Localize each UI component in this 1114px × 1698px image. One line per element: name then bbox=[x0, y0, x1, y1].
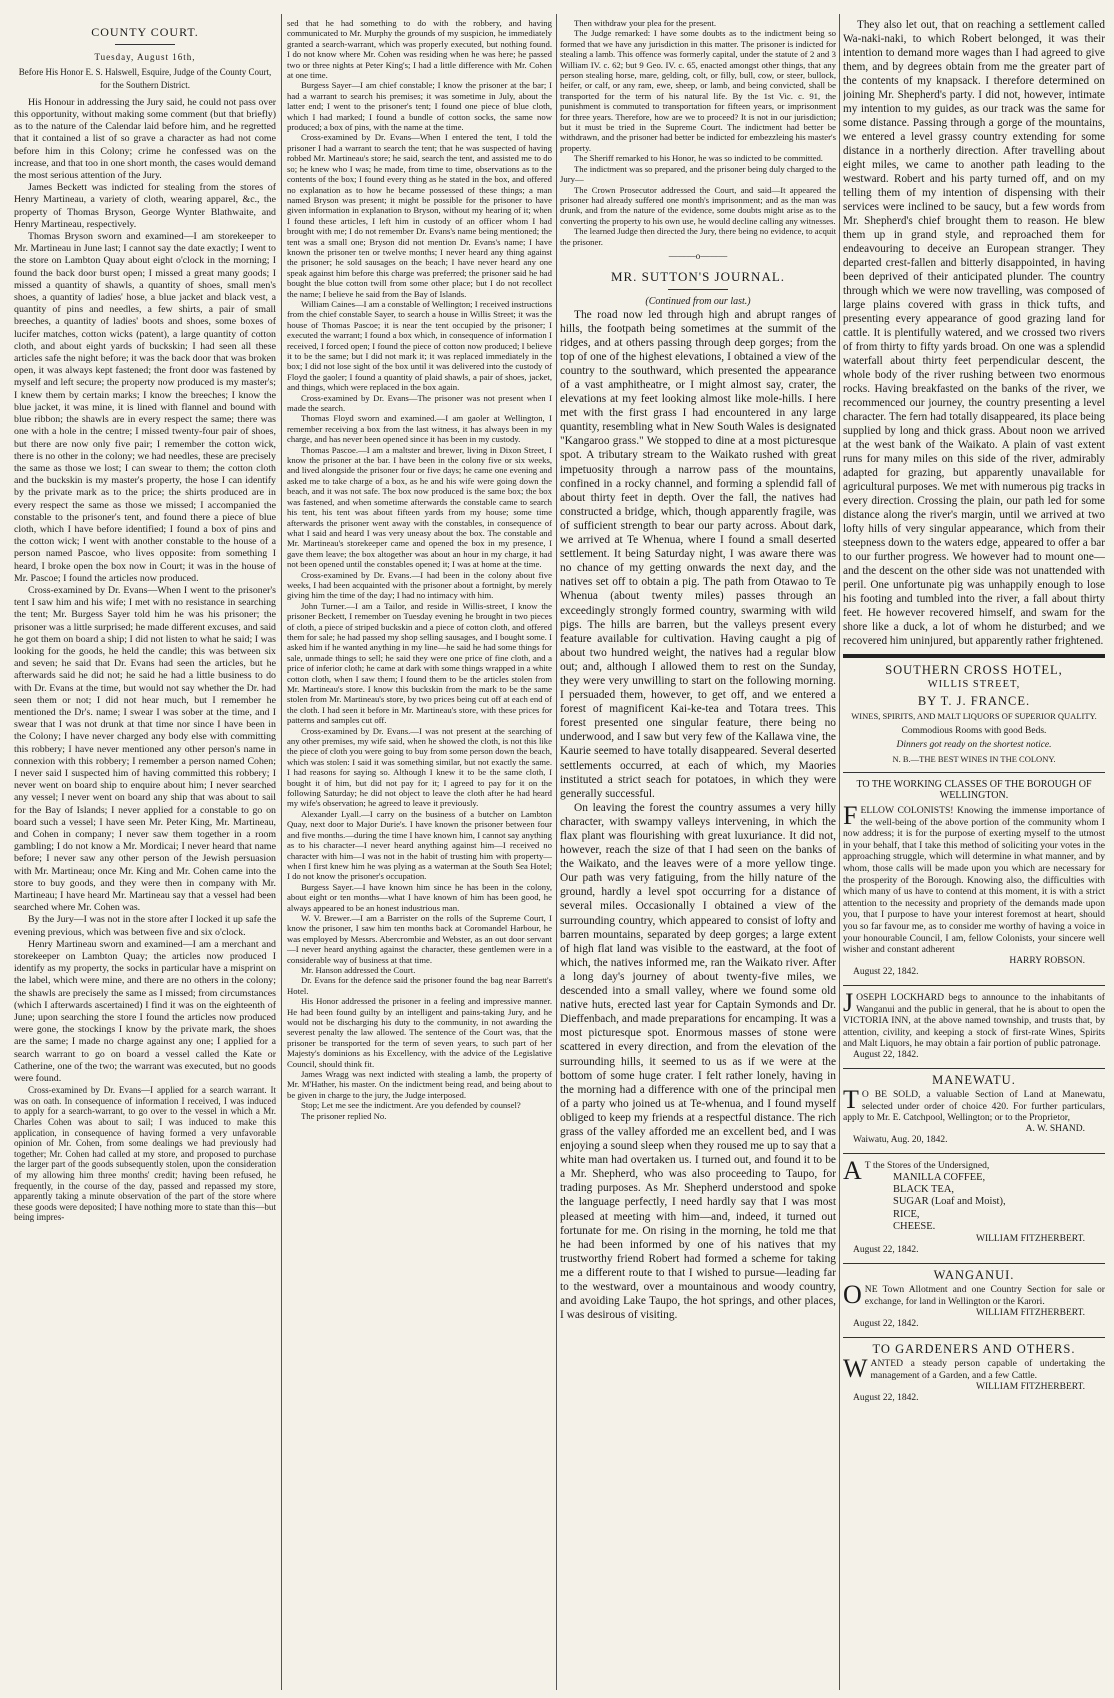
court-continuation bbox=[560, 18, 836, 247]
section-divider: ———o——— bbox=[668, 250, 728, 261]
manewatu-body: O BE SOLD, a valuable Section of Land at Manewatu, selected under order of choice 420. For further particulars, apply to Mr. E. Catchpool, Wellington; or to the Proprietor, bbox=[843, 1089, 1105, 1124]
stores-item: MANILLA COFFEE, bbox=[893, 1171, 986, 1183]
court-paragraph: The Sheriff remarked to his Honor, he was so indicted to be committed. bbox=[574, 153, 823, 164]
court-paragraph: Cross-examined by Dr. Evans—When I went to the prisoner's tent I saw him and his wife; I met with no resistance in searching the tent; Mr. Burgess Sayer told him he was his prisoner; the prisoner was a little surprised; he made different excuses, and said he got them on board a ship; I did not listen to what he said; I was looking for the goods, he held the candle; this was between six and seven; he said that Dr. Evans had seen the articles, but he afterwards said he did not; he said he had a little business to do with Dr. Evans at the time, but would not say whether the Dr. had seen them or not; I did not hear much, but I remember he mentioned the Dr's. name; I swear I was sober at the time, and I swear that I was not drunk at that time nor since I have been in the Colony; I have never charged any body else with committing this robbery; I have never mentioned any other person's name in connexion with this robbery; I remember a person named Cohen; I never said I suspected him of having committed this robbery; I never went on board ship to enquire about him; I never searched any vessel; I never went on board any ship that was about to sail for the Bay of Islands; I never applied for a constable to go on board such a vessel; I have seen Mr. Peter King, Mr. Martineau, and Cohen in company; I never saw them together in a room gambling; I do not know a Mr. Mordicai; I never heard that name before; I never saw any other person of the Jewish persuasion with Mr. Martineau; once Mr. King and Mr. Cohen came into the store to buy goods, and they were then in company with Mr. Martineau; I have heard Mr. Martineau say that a vessel had been searched where Mr. Cohen was. bbox=[14, 584, 276, 914]
ad-rule bbox=[843, 1263, 1105, 1264]
hotel-dinners-line: Dinners got ready on the shortest notice. bbox=[896, 740, 1052, 751]
stores-item: SUGAR (Loaf and Moist), bbox=[893, 1196, 1006, 1208]
journal-subtitle: (Continued from our last.) bbox=[645, 295, 751, 307]
working-classes-date: August 22, 1842. bbox=[853, 967, 919, 978]
hotel-street: WILLIS STREET, bbox=[927, 679, 1021, 691]
working-classes-signature: HARRY ROBSON. bbox=[1009, 955, 1085, 966]
ad-working-classes bbox=[843, 779, 1105, 979]
drop-cap: F bbox=[843, 801, 858, 831]
lockhard-date: August 22, 1842. bbox=[853, 1049, 919, 1060]
court-paragraph: The prisoner replied No. bbox=[301, 1110, 387, 1121]
journal-paragraph: The road now led through high and abrupt ranges of hills, the footpath being sometimes at the summit of the ridges, and at others passing through deep gorges; from the top of one of the highest elevations, I obtained a view of the country to the southward, which presented the appearance of a vast amphitheatre, or I might almost say, crater, the elevations at my feet looking almost like mole-hills. I here met with the first grass I had encountered in any large quantity, resembling what in New South Wales is designated "Kangaroo grass." We stopped to dine at a most picturesque spot. A tributary stream to the Waikato rushed with great impetuosity through a narrow pass of the mountains, confined in a rocky channel, and forming a splendid fall of about thirty feet in depth. Over the fall, the natives had constructed a bridge, which, though apparently fragile, was of sufficient strength to bear our party across. About dark, we arrived at Te Whenua, where I found a small deserted settlement. It being Saturday night, I was aware there was no chance of my getting onwards the next day, and the natives set off to obtain a pig. The path from Otawao to Te Whenua (about twenty miles) passes through an exceedingly strongly formed country, swarming with wild pigs. The hills are barren, but the valleys present every feature available for cultivation. Having caught a pig of about two hundred weight, the natives had a regular blow out; and, although I allowed them to rest on the Sunday, they were very unwilling to start on the following morning. I persuaded them, however, to get off, and we entered a forest of magnificent Kai-ke-tea and Totara trees. This forest presented one singular feature, there being no underwood, and I saw but very few of the Kallawa vine, the Kaurie seemed to have totally disappeared. Several deserted settlements occurred, at each of which, my Maories instituted a strict seach for potatoes, in which they were generally successful. bbox=[560, 308, 836, 800]
hotel-rooms-line: Commodious Rooms with good Beds. bbox=[901, 725, 1047, 736]
hotel-wines-line: WINES, SPIRITS, AND MALT LIQUORS OF SUPERIOR QUALITY. bbox=[851, 711, 1097, 722]
court-paragraph: The learned Judge then directed the Jury, there being no evidence, to acquit the prisoner. bbox=[560, 226, 836, 247]
gardeners-date: August 22, 1842. bbox=[853, 1393, 919, 1404]
journal-paragraph: On leaving the forest the country assumes a very hilly character, with swampy valleys intervening, in which the flax plant was flourishing with great luxuriance. It did not, however, reach the size of that I had seen on the banks of the Waikato, and the leaves were of a more yellow tinge. Our path was very fatiguing, from the hilly nature of the ground, hardly a level spot occurring for a distance of several miles. Occasionally I obtained a view of the surrounding country, which appeared to consist of lofty and barren mountains, separated by deep gorges; a large extent of high flat land was visible to the eastward, at the foot of which, the natives informed me, ran the Waikato river. After a long day's journey of about twenty-five miles, we descended into a small valley, where we found some old native huts, erected last year for Captain Symonds and Dr. Dieffenbach, and made preparations for encamping. It was a most picturesque spot. Enormous masses of stone were scattered in every direction, and from the elevation of the surrounding hills, it seemed to us as if we were at the bottom of some huge crater. I felt rather lonely, having in the morning had a difference with one of the principal men of a party who joined us at Te-whenua, and I found myself obliged to keep my friends at a respectful distance. The rich grass of the valley afforded me an excellent bed, and I was enjoying a sound sleep when they roused me up to say that a white man had overtaken us. I turned out, and found it to be a Mr. Shepherd, who was also proceeding to Taupo, for trading purposes. As Mr. Shepherd understood and spoke the language perfectly, I need hardly say that I was most pleased at meeting with him—and, indeed, it turned out fortunate for me. On rising in the morning, he told me that he had been informed by one of his natives that my trustworthy friend Robert had formed a scheme for taking me a different route to that I wished to pursue—leading far to the westward, over a mountainous and woody country, and avoiding Lake Taupo, the hot springs, and other places, I was desirous of visiting. bbox=[560, 801, 836, 1322]
journal-paragraph: They also let out, that on reaching a settlement called Wa-naki-naki, to which Robert belonged, it was their intention to demand more wages than I had agreed to give them, and by degrees obtain from me the greater part of the contents of my knapsack. I therefore determined on joining Mr. Shepherd's party. I did not, however, intimate my intention to my guides, as our track was the same for some distance. Passing through a gorge of the mountains, we entered a level grassy country extending for some distance in a northerly direction. After travelling about eight miles, we came to another path leading to the westward. Robert and his party turned off, and on my telling them of my intention of dispensing with their services were inclined to be saucy, but a few words from Mr. Shepherd's chief brought them to reason. He blew them up in grand style, and reproached them for endeavouring to deceive an European stranger. They departed crest-fallen and bitterly disappointed, in having been deprived of their anticipated plunder. The country through which we were now travelling, was composed of large plains covered with grass in thick tufts, and presenting every appearance of good grazing land for cattle. It is plentifully watered, and we crossed two rivers of from thirty to fifty yards broad. On one was a splendid waterfall about thirty feet perpendicular descent, the whole body of the river rushing between two enormous rocks. Having breakfasted on the banks of the river, we recommenced our journey, the country presenting a level character. The fern had totally disappeared, its place being supplied by long and thick grass. About noon we arrived at the west bank of the Waikato. A plain of vast extent runs for many miles on this side of the river, admirably adapted for grazing, but apparently unavailable for agricultural purposes. We met with numerous pig tracks in every direction. Crossing the plain, our path led for some distance along the river's margin, until we arrived at two lofty hills of very singular appearance, which from their steepness down to the waters edge, appeared to offer a bar to our further progress. We however had to mount one—and the descent on the other side was not unattended with peril. One unfortunate pig was unhappily enough to lose his footing and tumbled into the river, a fall about thirty feet. He however recovered himself, and swam for the shore like a duck, a lot of whom he disturbed; and we recovered him uninjured, but apparently rather frightened. bbox=[843, 19, 1105, 647]
wanganui-signature: WILLIAM FITZHERBERT. bbox=[975, 1307, 1085, 1318]
court-paragraph: Cross-examined by Dr. Evans—I applied for a search warrant. It was on oath. In consequence of information I received, I was induced to apply for a search-warrant, to go over to the vessel in which a Mr. Charles Cohen was about to sail; I was induced to make this application, in consequence of having formed a very unfavorable opinion of Mr. Cohen, from some dealings we had previously had together; Mr. Cohen had called at my store, and proposed to purchase the larger part of the goods subsequently stolen, upon the consideration of my allowing him three months' credit; having been refused, he frequently, in the course of the day, passed and repassed my store, apparently taking a minute observation of the part of the store where these goods were deposited; I have nothing more to state than this—but being impres- bbox=[14, 1085, 276, 1223]
ad-stores bbox=[843, 1156, 1105, 1257]
court-paragraph: Dr. Evans for the defence said the prisoner found the bag near Barrett's Hotel. bbox=[287, 975, 552, 996]
court-paragraph: The Judge remarked: I have some doubts as to the indictment being so formed that we have any jurisdiction in this matter. The prisoner is indicted for stealing a lamb. This offence was formerly capital, under the statute of 2 and 3 William IV. c. 62; but 9 Geo. IV. c. 65, enacted amongst other things, that any person stealing horse, mare, gelding, colt, or filly, bull, cow, or steer, bullock, heifer, or calf, or any ram, ewe, sheep, or lamb, and being convicted, shall be transported for the term of his natural life. By the 1st Vic. c. 91, the punishment is commuted to transportation for fifteen years, or imprisonment for three years. Therefore, how are we to proceed? It is not in our jurisdiction; but it must be tried in the Supreme Court. The indictment had better be withdrawn, and the prisoner had better be indicted for embezzleing his master's property. bbox=[560, 28, 836, 153]
wanganui-body: NE Town Allotment and one Country Section for sale or exchange, for land in Wellington or the Karori. bbox=[864, 1284, 1105, 1308]
court-paragraph: By the Jury—I was not in the store after I locked it up safe the evening previous, which was between five and six o'clock. bbox=[14, 914, 276, 938]
court-paragraph: Cross-examined by Dr. Evans.—I had been in the colony about five weeks, I had been acquainted with the prisoner about a fortnight, by merely giving him the time of the day; I had no intimacy with him. bbox=[287, 569, 552, 601]
court-paragraph: James Wragg was next indicted with stealing a lamb, the property of Mr. M'Hather, his master. On the indictment being read, and being about to be given in charge to the jury, the Judge interposed. bbox=[287, 1069, 552, 1100]
court-paragraph: Thomas Floyd sworn and examined.—I am gaoler at Wellington, I remember receiving a box from the last witness, it has always been in my charge, and has never been opened since it has been in my custody. bbox=[287, 413, 552, 445]
stores-item: BLACK TEA, bbox=[893, 1184, 955, 1196]
court-paragraph: Cross-examined by Dr. Evans—When I entered the tent, I told the prisoner I had a warrant to search the tent; that he was suspected of having robbed Mr. Martineau's store; he said, search the tent, and assisted me to do so; he knew who I was; he made, from time to time, observations as to the contents of the box; I found every thing as he stated in the box, and offered no explanation as to how he became possessed of these things; a man named Bryson was present; it might be possible for the prisoner to have given information in explanation to Bryson, without my hearing of it; when I found these articles, I left him in custody of an officer whom I had brought with me; I do not remember Dr. Evans's name being mentioned; the tent was a small one; Bryson did not mention Dr. Evans's name; I have known the prisoner ten or twelve months; I never heard any thing against the prisoner; he sold sausages on the beach; I have never heard any one speak against him before this charge was preferred; the prisoner said he had bought the blue cotton twill from some other place; but I do not recollect the name; I believe he said from the Bay of Islands. bbox=[287, 132, 552, 299]
ad-wanganui bbox=[843, 1267, 1105, 1331]
court-judge-line: Before His Honor E. S. Halswell, Esquire, Judge of the County Court, for the Southern District. bbox=[18, 67, 272, 90]
working-classes-body: ELLOW COLONISTS! Knowing the immense importance of the well-being of the above portion of the community whom I now address; it is for the purpose of exerting myself to the utmost in your behalf, that I take this method of soliciting your votes in the approaching struggle, which will determine in what manner, and by whom, those calls will be made upon you which are necessary for the prosperity of the Borough. Knowing also, the difficulties with which many of us have to contend at this moment, it is with a strict attention to the necessity and propriety of the demands made upon you, that I purpose to have your interest foremost at heart, should you so far favour me, as to consider me worthy of having a voice in your honourable Council, I am, fellow Colonists, your sincere well wisher and constant adherent bbox=[843, 805, 1105, 956]
wanganui-date: August 22, 1842. bbox=[853, 1319, 919, 1330]
ad-rule bbox=[843, 985, 1105, 986]
court-paragraph: James Beckett was indicted for stealing from the stores of Henry Martineau, a variety of cloth, wearing apparel, &c., the property of Thomas Bryson, George Wynter Blathwaite, and Henry Martineau, respectively. bbox=[14, 182, 276, 230]
column-rule bbox=[281, 14, 282, 1690]
drop-cap: J bbox=[843, 987, 854, 1017]
drop-cap: A bbox=[843, 1156, 862, 1186]
stores-intro: T the Stores of the Undersigned, bbox=[864, 1160, 990, 1172]
hotel-proprietor: BY T. J. FRANCE. bbox=[917, 693, 1031, 708]
court-paragraph: W. V. Brewer.—I am a Barrister on the rolls of the Supreme Court, I know the prisoner, I saw him ten months back at Coromandel Harbour, he was employed by Messrs. Abercrombie and Webster, as an out door servant—I never heard anything against the character, these gentlemen were in a considerable way of business at that time. bbox=[287, 912, 552, 965]
manewatu-date: Waiwatu, Aug. 20, 1842. bbox=[853, 1135, 948, 1146]
stores-signature: WILLIAM FITZHERBERT. bbox=[975, 1233, 1085, 1244]
column-4 bbox=[843, 18, 1105, 1688]
journal-title: MR. SUTTON'S JOURNAL. bbox=[610, 268, 786, 284]
wanganui-title: WANGANUI. bbox=[933, 1267, 1015, 1282]
court-paragraph: Thomas Pascoe.—I am a maltster and brewer, living in Dixon Street, I know the prisoner at the bar. I have been in the colony five or six weeks, and lived alongside the prisoner four or five days; he came one evening and asked me to take charge of a box, as he and his wife were going down the beach, and it was not safe. The box now produced is the same box; the box was fastened, and when sometime afterwards the constable came to search his tent, his tent was about fifteen yards from my house; some time afterwards the prisoner went away with the constables, in consequence of what I said and heard I was very uneasy about the box. The constable and Mr. Martineau's storekeeper came and opened the box in my presence, I gave them leave; the box altogether was about an hour in my charge, it had not been opened until the constables opened it; I was at home at the time. bbox=[287, 444, 552, 570]
column-2 bbox=[287, 18, 552, 1688]
ad-rule bbox=[843, 1068, 1105, 1069]
ad-lockhard bbox=[843, 987, 1105, 1062]
gardeners-title: TO GARDENERS AND OTHERS. bbox=[872, 1341, 1076, 1356]
court-paragraph: Mr. Hanson addressed the Court. bbox=[301, 964, 416, 975]
court-paragraph: Thomas Bryson sworn and examined—I am storekeeper to Mr. Martineau in June last; I cannot say the date exactly; I went to the store on Lambton Quay about eight o'clock in the morning; I found the back door burst open; I missed a great many goods; I missed a quantity of shawls, a quantity of shoes, small men's shoes, a quantity of ladies' hose, a blue jacket and black vest, a quantity of pins and needles, a few shirts, a pair of small breeches, a quantity of ladies' boots and shoes, some boxes of lucifer matches, cotton wicks (patent), a large quantity of cotton cloth, and about eight yards of buckskin; I had seen all these articles safe the night before; it was the back door that was broken open, it was always kept fastened; the front door was fastened by myself and left secure; the property now produced is my master's; I knew them by certain marks; I know the breeches; I know the blue jacket, it was mine, it is lined with flannel and bound with blue ribbon; the shawls are in every respect the same; there was one with a hole in the centre; I missed twenty-four pair of shoes, but there are now only five pair; I remember the cotton wick, there is no other in the colony; we had needles, these are precisely the same as those we lost; I can swear to them; the cotton cloth and the buckskin is my master's property, the hose I can identify by the private mark as to the price; the shirts produced are in every respect the same as those we missed; I accompanied the constable to the prisoner's tent, and found there a piece of blue cloth, which I have before identified; I found a box of pins and the cotton wick; I went with another constable to the house of a person named Pascoe, who lives opposite: from something I heard, I broke open the box now in Court; it was in the house of Mr. Pascoe; I found the articles now produced. bbox=[14, 231, 276, 584]
court-paragraph: His Honor addressed the prisoner in a feeling and impressive manner. He had been found guilty by an intelligent and pains-taking Jury, and he would not be discharging his duty to the community, in not awarding the severest penalty the law allowed. The sentence of the Court was, that the prisoner be transported for the term of seven years, to such part of her Majesty's dominions as his Excellency, with the advice of the Legislative Council, should think fit. bbox=[287, 996, 552, 1069]
court-paragraph: John Turner.—I am a Tailor, and reside in Willis-street, I know the prisoner Beckett, I remember on Tuesday evening he brought in two pieces of cloth, a piece of striped buckskin and a piece of cotton cloth, and offered them for sale; he had passed my shop selling sausages, and I bought some. I asked him if he wanted anything in my line—he said he had some things for sale, unmade things to sell; he said they were one price of fine cloth, and a price of inferior cloth; he came at dark with some things wrapped in a white cotton cloth, when I saw them; I found them to be the articles stolen from Mr. Martineau's store. I know this buckskin from the mark to be the same stolen from Mr. Martineau's store, by two prices being cut off at each end of the cloth. I had seen it before in Mr. Martineau's store, with these prices for patterns and samples cut off. bbox=[287, 600, 552, 726]
drop-cap: O bbox=[843, 1280, 862, 1310]
gardeners-body: ANTED a steady person capable of undertaking the management of a Garden, and a few Cattle. bbox=[870, 1358, 1105, 1382]
gardeners-signature: WILLIAM FITZHERBERT. bbox=[975, 1381, 1085, 1392]
stores-date: August 22, 1842. bbox=[853, 1245, 919, 1256]
column-rule bbox=[839, 14, 840, 1690]
court-paragraph: Cross-examined by Dr. Evans.—I was not present at the searching of any other premises, my wife said, when he showed the cloth, is not this like the piece of cloth you were going to buy from some person down the beach, which was stolen: I said it was something similar, but not exactly the same. I had reasons for saying so. Although I knew it to be the same cloth, I bought it of him, but did not pay for it; I agreed to pay for it on the following Saturday; he did not object to leave the cloth after he had heard my wife's observation; he agreed to leave it previously. bbox=[287, 725, 552, 809]
court-paragraph: William Caines—I am a constable of Wellington; I received instructions from the chief constable Sayer, to search a house in Willis Street; it was the house of Thomas Pascoe; it is near the tent occupied by the prisoner; I executed the warrant; I found a box which, in consequence of information I received, I forced open; I found the piece of cotton now produced; I believe it to be the same; but I did not mark it; it was replaced immediately in the box; I did not lose sight of the box until it was delivered into the custody of Floyd the gaoler; I found a quantity of plaid shawls, a pair of shoes, jacket, and things, which were replaced in the box again. bbox=[287, 298, 552, 393]
court-paragraph: The Crown Prosecutor addressed the Court, and said—It appeared the prisoner had already suffered one month's imprisonment; and as the man was drunk, and from the nature of the evidence, some doubts might arise as to the converting the property to his own use, he would decline calling any witnesses. bbox=[560, 184, 836, 226]
court-paragraph: His Honour in addressing the Jury said, he could not pass over this opportunity, without making some comment (but that briefly) as to the nature of the Calendar laid before him, and he regretted that it contained a list of so grave a character as had not come before him in this Colony; crime he confessed was on the increase, and that too in one short month, the cases would demand the most serious attention of the Jury. bbox=[14, 96, 276, 182]
ad-rule bbox=[843, 772, 1105, 773]
court-paragraph: Burgess Sayer—I am chief constable; I know the prisoner at the bar; I had a warrant to search his premises; it was sometime in July, about the latter end; I went to the prisoner's tent; I found one piece of blue cloth, which I had marked; I found a bundle of cotton socks, the same now produced; a box of pins, with the name at the time. bbox=[287, 80, 552, 133]
manewatu-title: MANEWATU. bbox=[932, 1072, 1016, 1087]
court-paragraph: Cross-examined by Dr. Evans—The prisoner was not present when I made the search. bbox=[287, 392, 552, 414]
title-rule bbox=[115, 44, 175, 45]
manewatu-signature: A. W. SHAND. bbox=[1025, 1123, 1085, 1134]
lockhard-body: OSEPH LOCKHARD begs to announce to the inhabitants of Wanganui and the public in general, that he is about to open the VICTORIA INN, at the above named township, and trusts that, by attention, civility, and keeping a stock of first-rate Wines, Spirits and Malt Liquors, he may obtain a fair portion of public patronage. bbox=[843, 991, 1105, 1050]
hotel-nb-line: N. B.—THE BEST WINES IN THE COLONY. bbox=[892, 754, 1056, 765]
court-paragraph: Stop; Let me see the indictment. Are you defended by counsel? bbox=[301, 1100, 521, 1111]
column-rule bbox=[556, 14, 557, 1690]
ad-rule bbox=[843, 1337, 1105, 1338]
stores-item: CHEESE. bbox=[893, 1221, 936, 1233]
ad-southern-cross-hotel bbox=[843, 664, 1105, 766]
court-paragraph: Burgess Sayer.—I have known him since he has been in the colony, about eight or ten months—what I have known of him has been good, he always appeared to be an honest industrious man. bbox=[287, 881, 552, 913]
court-paragraph: Alexander Lyall.—I carry on the business of a butcher on Lambton Quay, next door to Major Durie's. I have known the prisoner between four and five months.—during the time I have known him, I cannot say anything as to his character—I never heard anything against him—I received no character with him—I was not in the habit of trusting him with property—when I first knew him he was plying as a waterman at the South Sea Hotel; I do not know the prisoner's occupation. bbox=[287, 808, 552, 882]
ad-manewatu bbox=[843, 1072, 1105, 1148]
ad-rule bbox=[843, 654, 1105, 658]
title-rule bbox=[668, 289, 728, 290]
court-paragraph: sed that he had something to do with the robbery, and having communicated to Mr. Murphy the grounds of my suspicion, he immediately granted a search-warrant, which was properly executed, but nothing found. I do not know where Mr. Cohen was residing when he was here; he passed two or three nights at Peter King's; I had a little difference with Mr. Cohen at one time. bbox=[287, 18, 552, 81]
ad-gardeners bbox=[843, 1341, 1105, 1405]
court-date: Tuesday, August 16th, bbox=[94, 52, 196, 63]
court-paragraph: Henry Martineau sworn and examined—I am a merchant and storekeeper on Lambton Quay; the articles now produced I identify as my property, the socks in particular have a misprint on the label, which were mine, and there are no others in the colony; the shawls are precisely the same as I missed; from circumstances (which I afterwards ascertained) I find it was on the eighteenth of June; upon searching the store I found the articles now produced were gone, the stockings I know by the private mark, the shoes are the same; I made no charge against any one; I applied for a search warrant to go on board a vessel called the Kate or Catherine, one of the two; the warrant was executed, but no goods were found. bbox=[14, 938, 276, 1085]
column-1 bbox=[14, 18, 276, 1688]
drop-cap: W bbox=[843, 1354, 868, 1384]
hotel-title: SOUTHERN CROSS HOTEL, bbox=[885, 663, 1063, 677]
drop-cap: T bbox=[843, 1085, 859, 1115]
court-paragraph: The indictment was so prepared, and the prisoner being duly charged to the Jury— bbox=[560, 163, 836, 185]
ad-rule bbox=[843, 1153, 1105, 1154]
section-title-county-court: COUNTY COURT. bbox=[91, 25, 199, 39]
column-3 bbox=[560, 18, 836, 1688]
working-classes-title: TO THE WORKING CLASSES OF THE BOROUGH OF WELLINGTON. bbox=[856, 778, 1092, 802]
court-paragraph: Then withdraw your plea for the present. bbox=[574, 18, 717, 28]
stores-item: RICE, bbox=[893, 1208, 920, 1220]
